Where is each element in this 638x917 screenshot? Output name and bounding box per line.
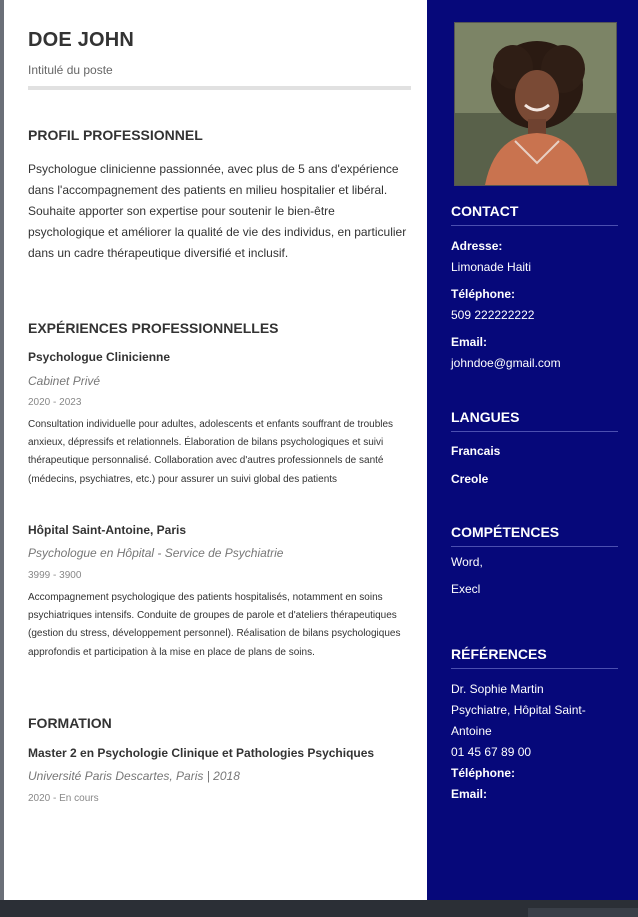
reference-name: Dr. Sophie Martin — [451, 682, 544, 696]
language-item: Creole — [451, 472, 489, 486]
portrait-image — [455, 23, 616, 185]
experience-description: Accompagnement psychologique des patients hospitalisés, notamment en soins psychiatriques intensifs. Conduite de groupes de parole et d'ateliers thérapeutiques (gestion du stress, développement personnel). Réalisation de bilans psychologiques approfondis et participation à la mise en place de plans de soins. — [28, 592, 401, 658]
profile-text: Psychologue clinicienne passionnée, avec plus de 5 ans d'expérience dans l'accompagnement des patients en milieu hospitalier et libéral. Souhaite apporter son expertise pour soutenir le bien-être psychologique et améliorer la qualité de vie des individus, en particulier dans un cadre thérapeutique diversifié et inclusif. — [28, 162, 407, 260]
reference-phone-label: Téléphone: — [451, 766, 516, 780]
skills-divider — [451, 546, 618, 547]
skill-item: Execl — [451, 582, 481, 596]
experience-dates: 3999 - 3900 — [28, 570, 82, 581]
profile-photo — [454, 22, 617, 186]
phone-value: 509 222222222 — [451, 308, 535, 322]
languages-heading: LANGUES — [451, 409, 520, 425]
header-divider — [28, 86, 411, 90]
contact-divider — [451, 225, 618, 226]
experience-title: Hôpital Saint-Antoine, Paris — [28, 523, 187, 537]
address-label: Adresse: — [451, 239, 503, 253]
references-heading: RÉFÉRENCES — [451, 646, 547, 662]
education-title: Master 2 en Psychologie Clinique et Pathologies Psychiques — [28, 746, 375, 760]
reference-email-label: Email: — [451, 787, 488, 801]
language-item: Francais — [451, 444, 501, 458]
profile-heading: PROFIL PROFESSIONNEL — [28, 127, 203, 143]
resume-page — [4, 0, 638, 900]
bottom-bar-segment — [528, 908, 638, 917]
email-value: johndoe@gmail.com — [451, 356, 561, 370]
experience-place: Cabinet Privé — [28, 374, 101, 388]
experience-description: Consultation individuelle pour adultes, adolescents et enfants souffrant de troubles anxieux, dépressifs et relationnels. Élaboration de bilans psychologiques et suivi thérapeutique personnalisé. Collaboration avec d'autres professionnels de santé (médecins, psychiatres, etc.) pour assurer un suivi global des patients — [28, 419, 394, 485]
experience-title: Psychologue Clinicienne — [28, 350, 171, 364]
job-title: Intitulé du poste — [28, 63, 113, 77]
references-divider — [451, 668, 618, 669]
skills-heading: COMPÉTENCES — [451, 524, 560, 540]
education-dates: 2020 - En cours — [28, 793, 99, 804]
email-label: Email: — [451, 335, 488, 349]
reference-role: Psychiatre, Hôpital Saint-Antoine — [451, 703, 586, 738]
experience-heading: EXPÉRIENCES PROFESSIONNELLES — [28, 320, 279, 336]
education-place: Université Paris Descartes, Paris | 2018 — [28, 769, 240, 783]
contact-heading: CONTACT — [451, 203, 519, 219]
phone-label: Téléphone: — [451, 287, 516, 301]
bottom-bar — [0, 900, 638, 917]
languages-divider — [451, 431, 618, 432]
address-value: Limonade Haiti — [451, 260, 532, 274]
skill-item: Word, — [451, 555, 483, 569]
reference-phone: 01 45 67 89 00 — [451, 745, 532, 759]
experience-place: Psychologue en Hôpital - Service de Psychiatrie — [28, 546, 284, 560]
sidebar — [427, 0, 638, 900]
experience-dates: 2020 - 2023 — [28, 397, 82, 408]
main-column — [4, 0, 427, 900]
education-heading: FORMATION — [28, 715, 112, 731]
candidate-name: DOE JOHN — [28, 29, 135, 51]
reference-block — [451, 679, 621, 805]
